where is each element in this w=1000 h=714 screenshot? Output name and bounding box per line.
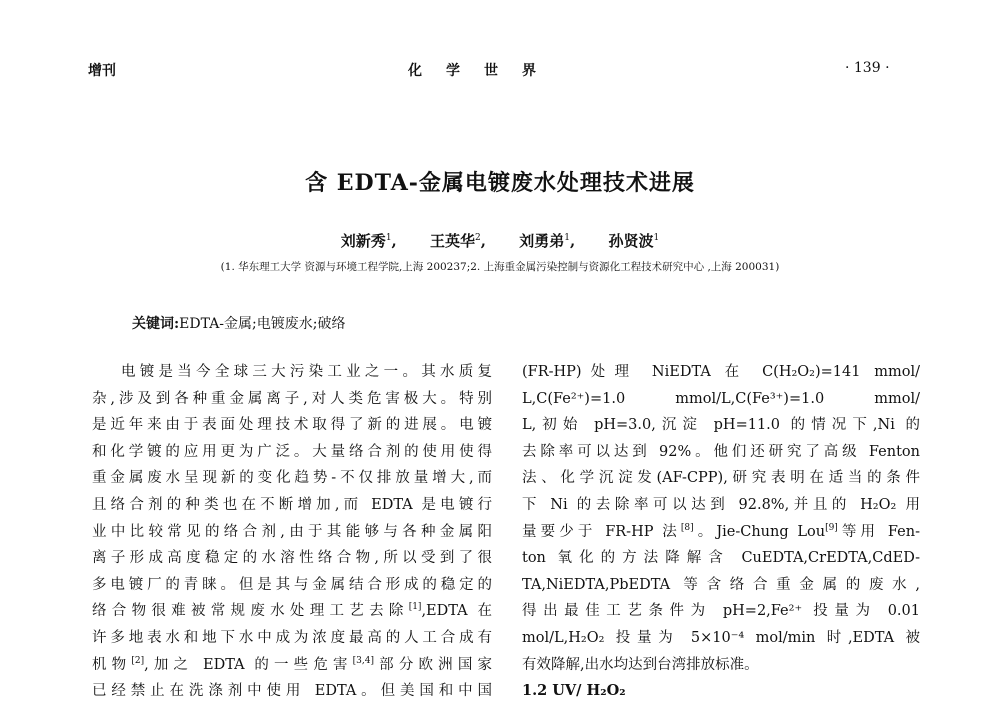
text-line: 重金属废水呈现新的变化趋势-不仅排放量增大,而 [92,470,492,487]
text-line: 去除率可以达到 92%。他们还研究了高级 Fenton [522,443,920,460]
text-line: 机物[2],加之 EDTA 的一些危害[3,4]部分欧洲国家 [92,655,492,673]
text-line: L,初始 pH=3.0,沉淀 pH=11.0 的情况下,Ni 的 [522,417,920,434]
text-line: 是近年来由于表面处理技术取得了新的进展。电镀 [92,417,492,434]
text-line: 多电镀厂的青睐。但是其与金属结合形成的稳定的 [92,576,492,593]
text-line: 离子形成高度稳定的水溶性络合物,所以受到了很 [92,550,492,567]
text-line: 络合物很难被常规废水处理工艺去除[1],EDTA 在 [92,602,492,620]
text-line: ton 氧化的方法降解含 CuEDTA,CrEDTA,CdED- [522,550,920,567]
text-line: (FR-HP)处理 NiEDTA 在 C(H₂O₂)=141 mmol/ [522,364,920,380]
keywords-label: 关键词: [132,316,180,332]
text-line: 且络合剂的种类也在不断增加,而 EDTA 是电镀行 [92,496,492,513]
citation-ref: [2] [131,655,145,666]
text-line: 有效降解,出水均达到台湾排放标准。 [522,656,759,673]
body-column-left [92,359,492,705]
author: 孙贤波$^1$ [608,232,660,250]
text-line: TA,NiEDTA,PbEDTA 等含络合重金属的废水, [522,576,920,593]
text-line: 业中比较常见的络合剂,由于其能够与各种金属阳 [92,523,492,540]
text-line: 得出最佳工艺条件为 pH=2,Fe²⁺ 投量为 0.01 [522,603,920,620]
running-header-journal: 化学世界 [408,63,560,79]
running-header-left: 增刊 [88,63,116,79]
citation-ref: [3,4] [352,655,374,666]
section-heading: 1.2 UV/ H₂O₂ [522,682,626,700]
text-line: L,C(Fe²⁺)=1.0 mmol/L,C(Fe³⁺)=1.0 mmol/ [522,390,920,407]
author: 刘勇弟$^1$, [519,232,576,250]
paper-title: 含 EDTA-金属电镀废水处理技术进展 [305,170,695,196]
author: 刘新秀$^1$, [340,232,397,250]
citation-ref: [8] [680,522,694,533]
text-line: 和化学镀的应用更为广泛。大量络合剂的使用使得 [92,443,492,460]
text-line: 量要少于 FR-HP 法[8]。Jie-Chung Lou[9]等用 Fen- [522,522,920,540]
text-line: 法、化学沉淀发(AF-CPP),研究表明在适当的条件 [522,470,920,487]
body-column-right [522,359,920,705]
citation-ref: [9] [825,522,838,533]
text-line: 杂,涉及到各种重金属离子,对人类危害极大。特别 [92,390,492,407]
author-list [0,230,1000,251]
text-line: 电镀是当今全球三大污染工业之一。其水质复 [121,364,492,380]
keywords [132,313,345,333]
text-line: 已经禁止在洗涤剂中使用 EDTA。但美国和中国 [92,683,492,700]
text-line: 许多地表水和地下水中成为浓度最高的人工合成有 [92,629,492,646]
affiliation: (1. 华东理工大学 资源与环境工程学院,上海 200237;2. 上海重金属污染控制与资源化工程技术研究中心 ,上海 200031) [220,261,780,273]
author: 王英华$^2$, [430,232,486,250]
keywords-text: EDTA-金属;电镀废水;破络 [179,316,346,332]
text-line: 下 Ni 的去除率可以达到 92.8%,并且的 H₂O₂ 用 [522,496,920,513]
text-line: mol/L,H₂O₂ 投量为 5×10⁻⁴ mol/min 时,EDTA 被 [522,629,920,646]
citation-ref: [1] [408,602,422,613]
page-number: · 139 · [845,60,890,76]
